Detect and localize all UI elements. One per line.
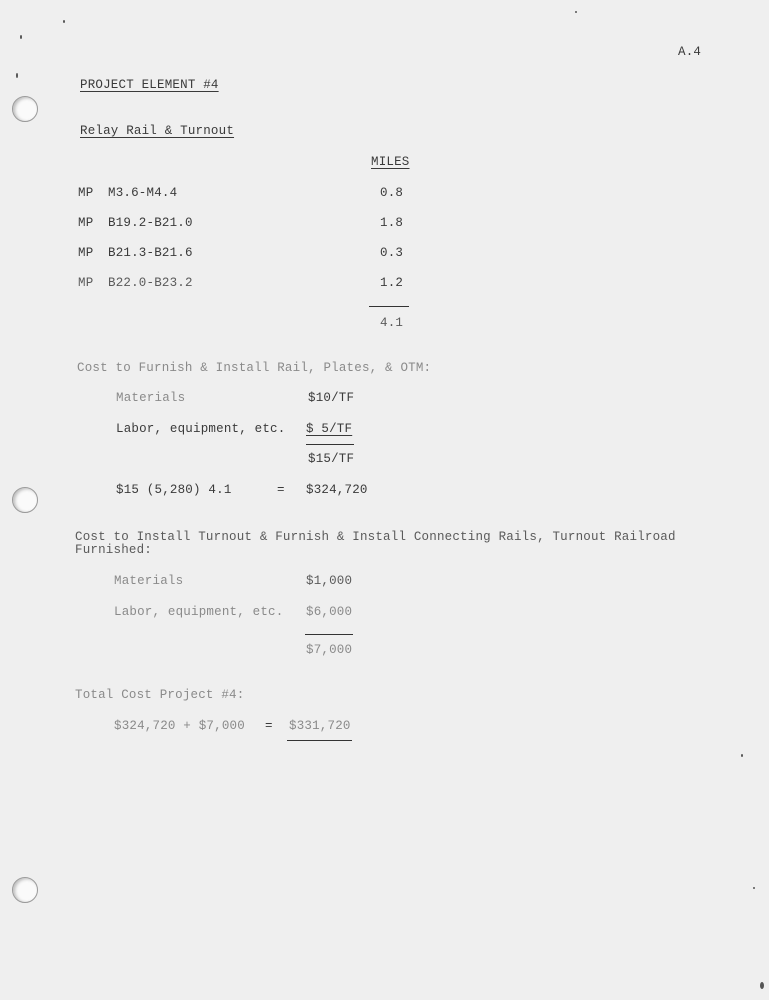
- segment-miles: 0.3: [380, 246, 404, 260]
- segment-miles: 1.8: [380, 216, 404, 230]
- total-result-rule: [287, 740, 352, 741]
- segment-prefix: MP: [78, 186, 94, 200]
- rail-formula: $15 (5,280) 4.1: [116, 483, 232, 497]
- segment-prefix: MP: [78, 246, 94, 260]
- rail-labor-label: Labor, equipment, etc.: [116, 422, 286, 436]
- section-heading: PROJECT ELEMENT #4: [80, 78, 219, 92]
- rail-materials-label: Materials: [116, 391, 186, 405]
- segment-range: B22.0-B23.2: [108, 276, 193, 290]
- total-cost-title: Total Cost Project #4:: [75, 688, 245, 702]
- segment-miles: 0.8: [380, 186, 404, 200]
- speck-mark: [16, 73, 18, 78]
- turnout-labor-label: Labor, equipment, etc.: [114, 605, 284, 619]
- segment-prefix: MP: [78, 216, 94, 230]
- turnout-subtotal: $7,000: [306, 643, 353, 657]
- speck-mark: [575, 11, 577, 13]
- binder-hole-top: [12, 96, 38, 122]
- binder-hole-bottom: [12, 877, 38, 903]
- turnout-materials-label: Materials: [114, 574, 184, 588]
- speck-mark: [753, 887, 755, 889]
- binder-hole-middle: [12, 487, 38, 513]
- turnout-materials-value: $1,000: [306, 574, 353, 588]
- miles-total: 4.1: [380, 316, 404, 330]
- rail-subtotal-rule: [306, 444, 354, 445]
- speck-mark: [760, 982, 764, 989]
- rail-labor-value: $ 5/TF: [306, 422, 353, 436]
- turnout-cost-title: Cost to Install Turnout & Furnish & Install Connecting Rails, Turnout Railroad: [75, 530, 676, 544]
- total-result: $331,720: [289, 719, 351, 733]
- turnout-labor-value: $6,000: [306, 605, 353, 619]
- total-equals: =: [265, 719, 273, 733]
- rail-cost-title: Cost to Furnish & Install Rail, Plates, & OTM:: [77, 361, 432, 375]
- turnout-subtotal-rule: [305, 634, 353, 635]
- segment-range: M3.6-M4.4: [108, 186, 178, 200]
- turnout-cost-title-cont: Furnished:: [75, 543, 153, 557]
- speck-mark: [741, 754, 743, 757]
- segment-prefix: MP: [78, 276, 94, 290]
- speck-mark: [63, 20, 65, 23]
- speck-mark: [20, 35, 22, 39]
- rail-result: $324,720: [306, 483, 368, 497]
- miles-total-rule: [369, 306, 409, 307]
- segment-range: B21.3-B21.6: [108, 246, 193, 260]
- rail-materials-value: $10/TF: [308, 391, 355, 405]
- rail-equals: =: [277, 483, 285, 497]
- total-formula: $324,720 + $7,000: [114, 719, 245, 733]
- rail-subtotal: $15/TF: [308, 452, 355, 466]
- page-reference: A.4: [678, 45, 702, 59]
- miles-column-header: MILES: [371, 155, 410, 169]
- segment-miles: 1.2: [380, 276, 404, 290]
- section-subheading: Relay Rail & Turnout: [80, 124, 235, 138]
- segment-range: B19.2-B21.0: [108, 216, 193, 230]
